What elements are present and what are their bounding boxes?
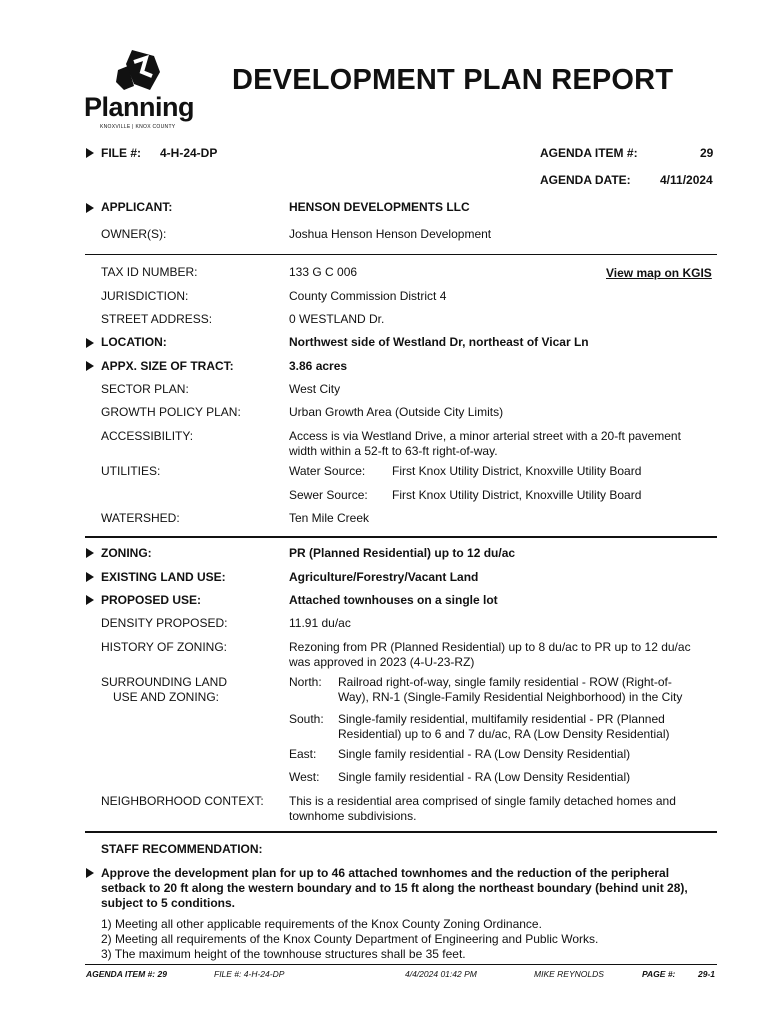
zoning-value: PR (Planned Residential) up to 12 du/ac bbox=[289, 546, 516, 560]
street-address-value: 0 WESTLAND Dr. bbox=[289, 312, 385, 326]
tract-size-value: 3.86 acres bbox=[289, 359, 348, 373]
page-title: DEVELOPMENT PLAN REPORT bbox=[232, 64, 674, 96]
recommendation-line-3: subject to 5 conditions. bbox=[101, 896, 236, 910]
west-value: Single family residential - RA (Low Density Residential) bbox=[338, 770, 631, 784]
owner-value: Joshua Henson Henson Development bbox=[289, 227, 492, 241]
planning-logo bbox=[84, 50, 194, 132]
neighborhood-label: NEIGHBORHOOD CONTEXT: bbox=[101, 794, 264, 808]
planning-logo-subtitle: KNOXVILLE | KNOX COUNTY bbox=[100, 124, 176, 130]
bullet-arrow-icon bbox=[86, 595, 94, 605]
watershed-label: WATERSHED: bbox=[101, 511, 180, 525]
growth-policy-label: GROWTH POLICY PLAN: bbox=[101, 405, 241, 419]
section-divider bbox=[85, 831, 717, 833]
tax-id-value: 133 G C 006 bbox=[289, 265, 358, 279]
section-divider bbox=[85, 536, 717, 538]
east-value: Single family residential - RA (Low Density Residential) bbox=[338, 747, 631, 761]
bullet-arrow-icon bbox=[86, 148, 94, 158]
zoning-history-label: HISTORY OF ZONING: bbox=[101, 640, 228, 654]
zoning-label: ZONING: bbox=[101, 546, 152, 560]
recommendation-line-1: Approve the development plan for up to 46 attached townhomes and the reduction of the peripheral bbox=[101, 866, 670, 880]
footer-agenda-item: AGENDA ITEM #: 29 bbox=[86, 969, 167, 979]
applicant-label: APPLICANT: bbox=[101, 200, 173, 214]
applicant-value: HENSON DEVELOPMENTS LLC bbox=[289, 200, 470, 214]
density-label: DENSITY PROPOSED: bbox=[101, 616, 228, 630]
sewer-source-label: Sewer Source: bbox=[289, 488, 368, 502]
growth-policy-value: Urban Growth Area (Outside City Limits) bbox=[289, 405, 504, 419]
south-label: South: bbox=[289, 712, 324, 726]
footer-author: MIKE REYNOLDS bbox=[534, 969, 604, 979]
south-line-1: Single-family residential, multifamily residential - PR (Planned bbox=[338, 712, 665, 726]
existing-use-value: Agriculture/Forestry/Vacant Land bbox=[289, 570, 479, 584]
zoning-history-line-1: Rezoning from PR (Planned Residential) up to 8 du/ac to PR up to 12 du/ac bbox=[289, 640, 691, 654]
south-line-2: Residential) up to 6 and 7 du/ac, RA (Low Density Residential) bbox=[338, 727, 670, 741]
bullet-arrow-icon bbox=[86, 868, 94, 878]
accessibility-line-2: width within a 52-ft to 63-ft right-of-way. bbox=[289, 444, 498, 458]
street-address-label: STREET ADDRESS: bbox=[101, 312, 213, 326]
jurisdiction-label: JURISDICTION: bbox=[101, 289, 189, 303]
sewer-source-value: First Knox Utility District, Knoxville Utility Board bbox=[392, 488, 642, 502]
bullet-arrow-icon bbox=[86, 203, 94, 213]
tract-size-label: APPX. SIZE OF TRACT: bbox=[101, 359, 234, 373]
location-label: LOCATION: bbox=[101, 335, 167, 349]
condition-1: 1) Meeting all other applicable requirements of the Knox County Zoning Ordinance. bbox=[101, 917, 542, 931]
accessibility-label: ACCESSIBILITY: bbox=[101, 429, 194, 443]
agenda-date-value: 4/11/2024 bbox=[660, 173, 713, 187]
location-value: Northwest side of Westland Dr, northeast of Vicar Ln bbox=[289, 335, 589, 349]
file-number: 4-H-24-DP bbox=[160, 146, 218, 160]
planning-logo-mark-icon bbox=[112, 50, 162, 92]
water-source-label: Water Source: bbox=[289, 464, 366, 478]
surrounding-label-1: SURROUNDING LAND bbox=[101, 675, 228, 689]
bullet-arrow-icon bbox=[86, 572, 94, 582]
existing-use-label: EXISTING LAND USE: bbox=[101, 570, 226, 584]
watershed-value: Ten Mile Creek bbox=[289, 511, 370, 525]
file-label: FILE #: bbox=[101, 146, 142, 160]
accessibility-line-1: Access is via Westland Drive, a minor arterial street with a 20-ft pavement bbox=[289, 429, 681, 443]
north-label: North: bbox=[289, 675, 322, 689]
north-line-2: Way), RN-1 (Single-Family Residential Neighborhood) in the City bbox=[338, 690, 683, 704]
sector-plan-value: West City bbox=[289, 382, 341, 396]
staff-recommendation-heading: STAFF RECOMMENDATION: bbox=[101, 842, 263, 856]
proposed-use-value: Attached townhouses on a single lot bbox=[289, 593, 498, 607]
footer-page-number: 29-1 bbox=[698, 969, 716, 979]
tax-id-label: TAX ID NUMBER: bbox=[101, 265, 198, 279]
north-line-1: Railroad right-of-way, single family residential - ROW (Right-of- bbox=[338, 675, 672, 689]
west-label: West: bbox=[289, 770, 320, 784]
zoning-history-line-2: was approved in 2023 (4-U-23-RZ) bbox=[289, 655, 475, 669]
agenda-item-value: 29 bbox=[700, 146, 714, 160]
jurisdiction-value: County Commission District 4 bbox=[289, 289, 447, 303]
proposed-use-label: PROPOSED USE: bbox=[101, 593, 202, 607]
water-source-value: First Knox Utility District, Knoxville Utility Board bbox=[392, 464, 642, 478]
condition-2: 2) Meeting all requirements of the Knox County Department of Engineering and Public Works. bbox=[101, 932, 599, 946]
east-label: East: bbox=[289, 747, 317, 761]
footer-divider bbox=[85, 964, 717, 965]
planning-logo-word: Planning bbox=[84, 92, 194, 122]
footer-date: 4/4/2024 01:42 PM bbox=[405, 969, 477, 979]
bullet-arrow-icon bbox=[86, 361, 94, 371]
owner-label: OWNER(S): bbox=[101, 227, 167, 241]
sector-plan-label: SECTOR PLAN: bbox=[101, 382, 189, 396]
footer-page-label: PAGE #: bbox=[642, 969, 676, 979]
neighborhood-line-1: This is a residential area comprised of single family detached homes and bbox=[289, 794, 676, 808]
utilities-label: UTILITIES: bbox=[101, 464, 161, 478]
surrounding-label-2: USE AND ZONING: bbox=[113, 690, 220, 704]
bullet-arrow-icon bbox=[86, 338, 94, 348]
neighborhood-line-2: townhome subdivisions. bbox=[289, 809, 417, 823]
condition-3: 3) The maximum height of the townhouse structures shall be 35 feet. bbox=[101, 947, 466, 961]
view-map-link[interactable]: View map on KGIS bbox=[606, 266, 712, 280]
bullet-arrow-icon bbox=[86, 548, 94, 558]
footer-file: FILE #: 4-H-24-DP bbox=[214, 969, 285, 979]
density-value: 11.91 du/ac bbox=[289, 616, 351, 630]
agenda-item-label: AGENDA ITEM #: bbox=[540, 146, 638, 160]
section-divider bbox=[85, 254, 717, 255]
agenda-date-label: AGENDA DATE: bbox=[540, 173, 631, 187]
recommendation-line-2: setback to 20 ft along the western boundary and to 15 ft along the northeast boundary (behind unit 28), bbox=[101, 881, 688, 895]
